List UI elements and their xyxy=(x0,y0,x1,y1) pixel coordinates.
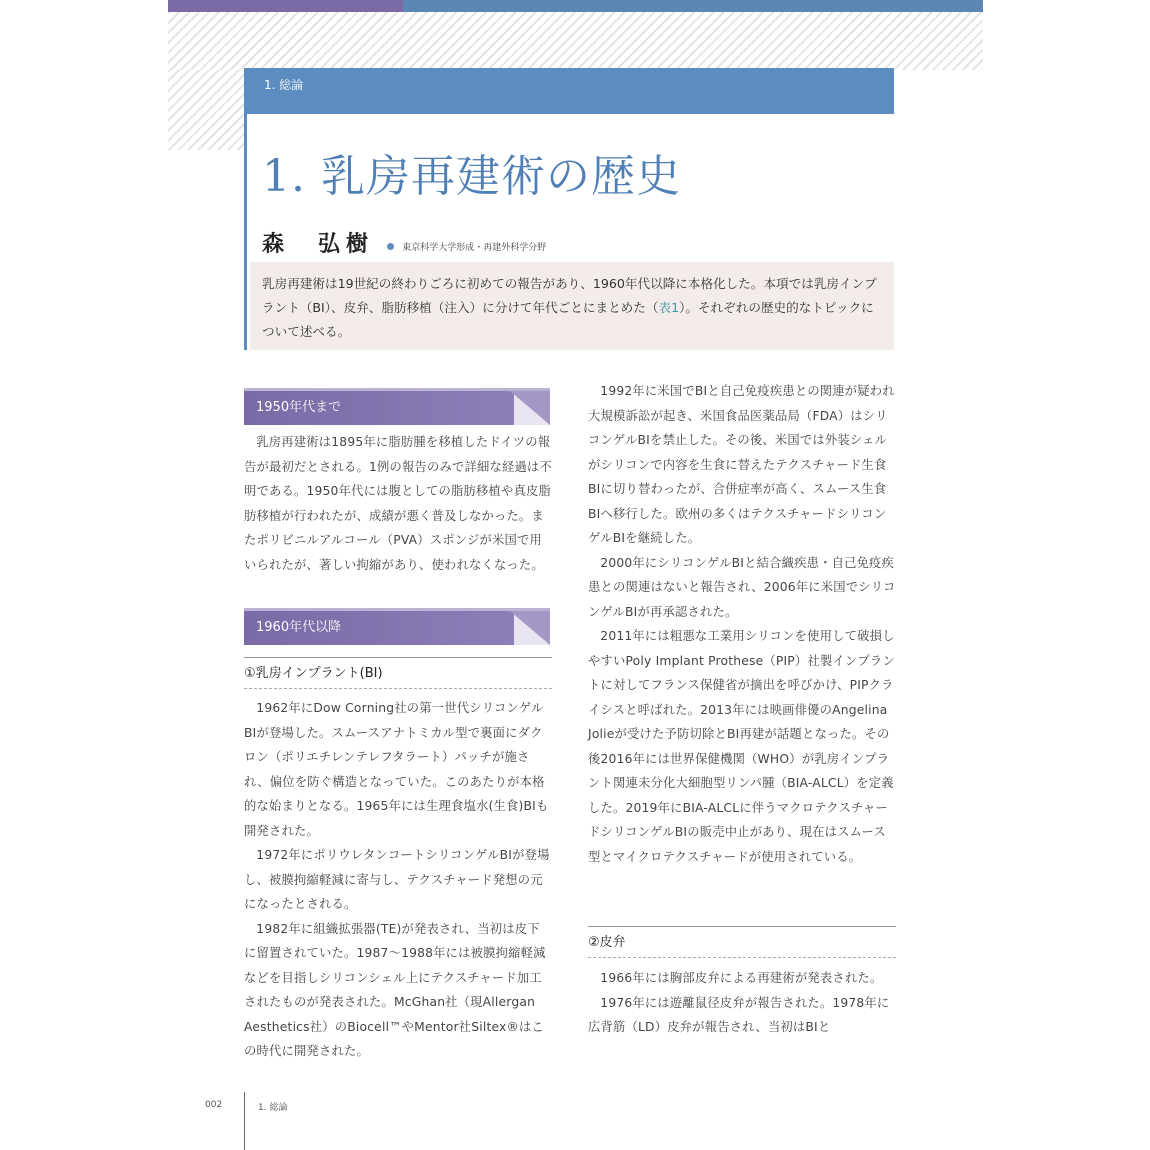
left-column-1950s xyxy=(244,430,552,577)
abstract-box xyxy=(250,262,894,350)
top-color-bar-blue xyxy=(403,0,983,12)
paragraph: 1992年に米国でBIと自己免疫疾患との関連が疑われ大規模訴訟が起き、米国食品医薬品局（FDA）はシリコンゲルBIを禁止した。その後、米国では外装シェルがシリコンで内容を生食に替えたテクスチャード生食BIに切り替わったが、合併症率が高く、スムース生食BIへ移行した。欧州の多くはテクスチャードシリコンゲルBIを継続した。 xyxy=(588,384,895,545)
affiliation-bullet-icon xyxy=(387,243,394,250)
subheading-flap: ②皮弁 xyxy=(588,926,896,958)
paragraph: 1972年にポリウレタンコートシリコンゲルBIが登場し、被膜拘縮軽減に寄与し、テクスチャード発想の元になったとされる。 xyxy=(244,848,550,911)
section-heading-decoration xyxy=(510,611,550,645)
section-heading-label: 1950年代まで xyxy=(244,391,514,425)
table-reference-link[interactable]: 表1 xyxy=(658,300,680,315)
paragraph: 2011年には粗悪な工業用シリコンを使用して破損しやすいPoly Implant Prothese（PIP）社製インプラントに対してフランス保健省が摘出を呼びかけ、PIPクライシスと呼ばれた。2013年には映画俳優のAngelina Jolieが受けた予防切除とBI再建が話題となった。その後2016年には世界保健機関（WHO）が乳房インプラント関連未分化大細胞型リンパ腫（BIA-ALCL）を定義した。2019年にBIA-ALCLに伴うマクロテクスチャードシリコンゲルBIの販売中止があり、現在はスムース型とマイクロテクスチャードが使用されている。 xyxy=(588,629,895,864)
page-number: 002 xyxy=(205,1100,223,1110)
section-label: 1. 総論 xyxy=(264,78,304,92)
section-heading-label: 1960年代以降 xyxy=(244,611,514,645)
paragraph: 1976年には遊離鼠径皮弁が報告された。1978年に広背筋（LD）皮弁が報告され、当初はBIと xyxy=(588,995,890,1034)
abstract-text-2: ）。それぞれの歴史的なトピックについて述べる。 xyxy=(262,300,874,339)
hatched-decoration xyxy=(168,12,983,70)
paragraph: 乳房再建術は1895年に脂肪腫を移植したドイツの報告が最初だとされる。1例の報告のみで詳細な経過は不明である。1950年代には腹としての脂肪移植や真皮脂肪移植が行われたが、成績が悪く普及しなかった。またポリビニルアルコール（PVA）スポンジが米国で用いられたが、著しい拘縮があり、使われなくなった。 xyxy=(244,435,552,572)
right-column-flap xyxy=(588,966,896,1040)
section-heading-1960s xyxy=(244,608,550,645)
subheading-breast-implant: ①乳房インプラント(BI) xyxy=(244,657,552,689)
top-color-bar-purple xyxy=(168,0,403,12)
section-heading-decoration xyxy=(510,391,550,425)
paragraph: 1966年には胸部皮弁による再建術が発表された。 xyxy=(600,971,883,985)
paragraph: 1982年に組織拡張器(TE)が発表され、当初は皮下に留置されていた。1987〜1988年には被膜拘縮軽減などを目指しシリコンシェル上にテクスチャード加工されたものが発表された。McGhan社（現Allergan Aesthetics社）のBiocell™やMentor社Siltex®はこの時代に開発された。 xyxy=(244,921,546,1058)
footer-rule xyxy=(244,1092,245,1150)
hatched-decoration-side xyxy=(168,70,246,150)
section-heading-1950s xyxy=(244,388,550,425)
left-column-bi xyxy=(244,696,552,1064)
paragraph: 1962年にDow Corning社の第一世代シリコンゲルBIが登場した。スムースアナトミカル型で裏面にダクロン（ポリエチレンテレフタラート）パッチが施され、偏位を防ぐ構造となっていた。このあたりが本格的な始まりとなる。1965年には生理食塩水(生食)BIも開発された。 xyxy=(244,701,549,838)
article-title: 1. 乳房再建術の歴史 xyxy=(262,151,681,202)
abstract-text-1: 乳房再建術は19世紀の終わりごろに初めての報告があり、1960年代以降に本格化した。本項では乳房インプラント（BI）、皮弁、脂肪移植（注入）に分けて年代ごとにまとめた（ xyxy=(262,276,877,315)
right-column-bi xyxy=(588,379,896,869)
author-name: 森 弘樹 xyxy=(262,231,375,257)
footer-section-label: 1. 総論 xyxy=(258,1103,288,1113)
title-vertical-rule xyxy=(244,68,247,350)
author-affiliation: 東京科学大学形成・再建外科学分野 xyxy=(402,243,547,253)
author-row xyxy=(262,227,546,258)
paragraph: 2000年にシリコンゲルBIと結合織疾患・自己免疫疾患との関連はないと報告され、2006年に米国でシリコンゲルBIが再承認された。 xyxy=(588,555,896,619)
section-header-band xyxy=(246,68,894,114)
